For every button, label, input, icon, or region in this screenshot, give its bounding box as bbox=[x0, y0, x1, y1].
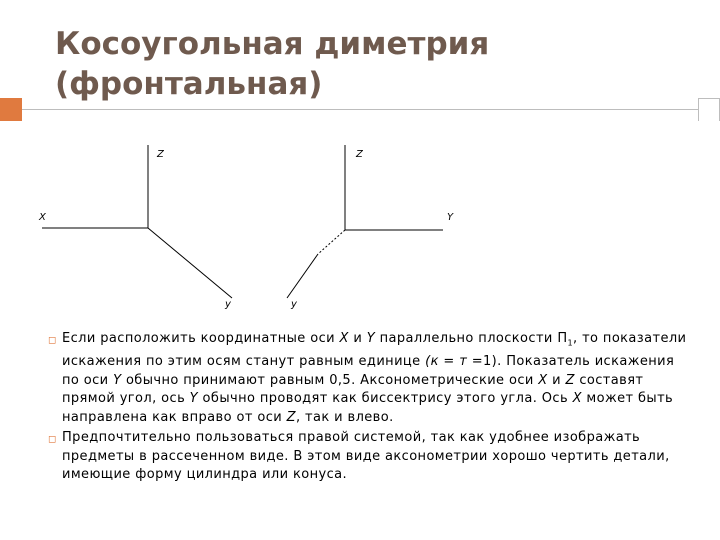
right-x-label: Y bbox=[447, 212, 454, 223]
slide-title-line-1: Косоугольная диметрия bbox=[55, 26, 490, 62]
right-z-label: Z bbox=[356, 149, 363, 160]
bullet-text: параллельно плоскости П bbox=[375, 331, 568, 346]
right-y-axis-hidden bbox=[318, 230, 345, 254]
right-axes bbox=[287, 145, 454, 310]
subscript: 1 bbox=[567, 338, 573, 348]
bullet-text: =1). Показатель искажения по оси bbox=[62, 354, 675, 388]
axis-symbol: Y bbox=[113, 372, 122, 388]
right-y-axis bbox=[287, 254, 318, 298]
right-y-label: y bbox=[291, 299, 297, 310]
formula: (к = т bbox=[425, 354, 468, 370]
left-y-axis bbox=[148, 228, 232, 298]
bullet-text: , так и влево. bbox=[295, 409, 394, 425]
axis-symbol: Y bbox=[189, 391, 199, 407]
left-y-label: y bbox=[225, 299, 231, 310]
bullet-text: составят прямой угол, ось bbox=[62, 372, 644, 407]
accent-square bbox=[0, 98, 22, 121]
bullet-text: Если расположить координатные оси bbox=[62, 331, 340, 346]
bullet-text: может быть направлена как вправо от оси bbox=[62, 391, 674, 425]
bullet-text: Предпочтительно пользоваться правой системой, так как удобнее изображать предметы в рассеченном виде. В этом виде аксонометрии хорошо чертить детали, имеющие форму цилиндра или конуса. bbox=[62, 430, 670, 483]
bullet-square-icon bbox=[48, 332, 57, 351]
divider-end-square bbox=[698, 98, 720, 121]
axis-symbol: Y bbox=[366, 331, 376, 346]
axis-symbol: Z bbox=[565, 372, 575, 388]
divider-line bbox=[22, 109, 698, 110]
bullet-square-icon bbox=[48, 431, 57, 450]
bullet-text: обычно принимают равным 0,5. Аксонометрические оси bbox=[121, 372, 539, 388]
bullet-text: , то показатели искажения по этим осям станут равным единице bbox=[62, 331, 687, 370]
axes-diagram bbox=[0, 120, 720, 320]
axis-symbol: X bbox=[339, 331, 349, 346]
slide-title bbox=[55, 24, 675, 104]
bullet-item-2 bbox=[48, 429, 688, 485]
bullet-text: и bbox=[348, 331, 367, 346]
bullet-item-1 bbox=[48, 330, 688, 427]
slide-title-line-2: (фронтальная) bbox=[55, 66, 323, 102]
bullet-text: и bbox=[547, 372, 566, 388]
left-x-label: X bbox=[39, 212, 46, 223]
title-divider bbox=[0, 98, 720, 122]
axis-symbol: Z bbox=[286, 409, 296, 425]
bullet-list bbox=[48, 330, 688, 487]
bullet-text: обычно проводят как биссектрису этого угла. Ось bbox=[198, 391, 573, 407]
left-z-label: Z bbox=[157, 149, 164, 160]
axis-symbol: X bbox=[572, 391, 582, 407]
left-axes bbox=[38, 145, 232, 310]
axis-symbol: X bbox=[538, 372, 548, 388]
